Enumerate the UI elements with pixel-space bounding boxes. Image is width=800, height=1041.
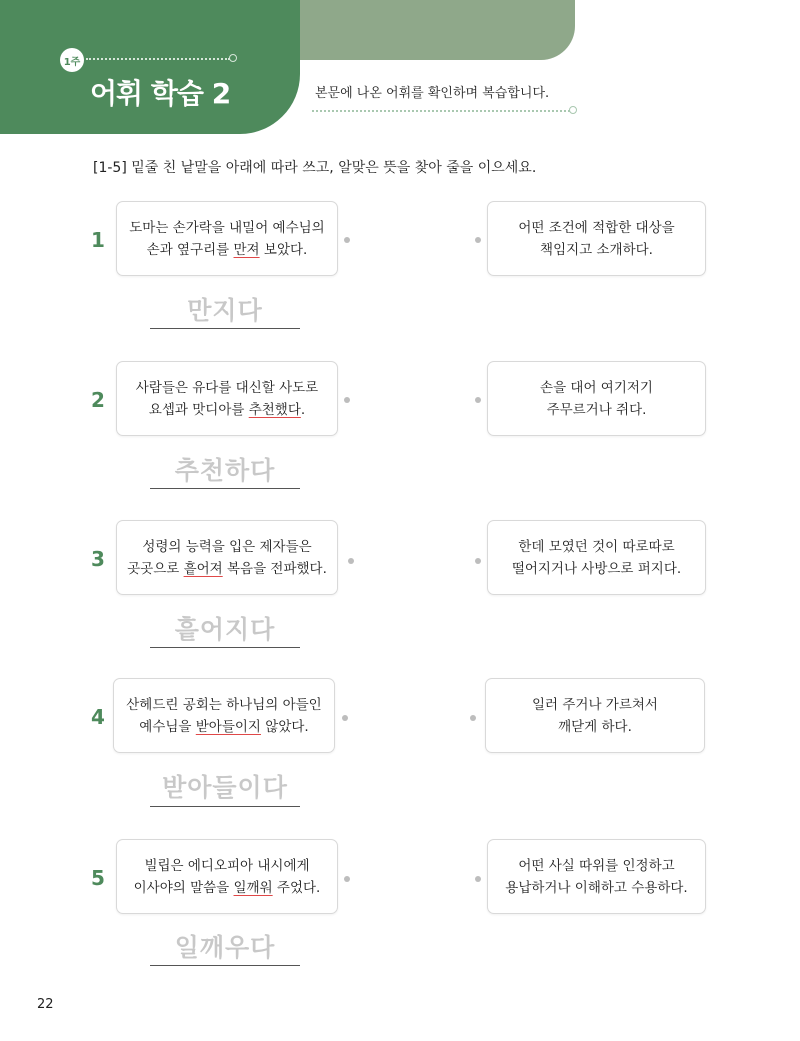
meaning-line: 용납하거나 이해하고 수용하다. — [505, 879, 688, 896]
sentence-text: 요셉과 맛디아를 — [148, 401, 249, 418]
meaning-line: 깨닫게 하다. — [558, 718, 632, 735]
left-connect-dot[interactable] — [344, 876, 350, 882]
sentence-card — [113, 678, 335, 753]
meaning-card — [487, 839, 706, 914]
answer-writing-line[interactable] — [150, 488, 300, 489]
right-connect-dot[interactable] — [475, 237, 481, 243]
left-connect-dot[interactable] — [348, 558, 354, 564]
meaning-card — [487, 201, 706, 276]
trace-answer: 일깨우다 — [174, 933, 276, 962]
meaning-line: 주무르거나 쥐다. — [546, 401, 647, 418]
header-background-dark — [0, 0, 300, 134]
left-connect-dot[interactable] — [344, 237, 350, 243]
header-dot-end-icon — [229, 54, 237, 62]
left-connect-dot[interactable] — [342, 715, 348, 721]
trace-answer: 추천하다 — [174, 456, 276, 485]
meaning-line: 떨어지거나 사방으로 퍼지다. — [511, 560, 682, 577]
subtitle-dot-end-icon — [569, 106, 577, 114]
sentence-card — [116, 201, 338, 276]
right-connect-dot[interactable] — [475, 876, 481, 882]
meaning-line: 책임지고 소개하다. — [540, 241, 653, 258]
sentence-line — [127, 558, 327, 580]
underlined-word: 받아들이지 — [195, 718, 261, 735]
sentence-card — [116, 520, 338, 595]
item-number: 4 — [91, 705, 105, 729]
sentence-line — [149, 399, 305, 421]
answer-writing-line[interactable] — [150, 647, 300, 648]
meaning-card — [485, 678, 705, 753]
trace-answer: 만지다 — [187, 296, 263, 325]
trace-answer: 흩어지다 — [174, 615, 276, 644]
page-title: 어휘 학습 2 — [90, 77, 231, 110]
sentence-line: 도마는 손가락을 내밀어 예수님의 — [129, 219, 325, 236]
right-connect-dot[interactable] — [470, 715, 476, 721]
meaning-line: 어떤 사실 따위를 인정하고 — [518, 857, 675, 874]
item-number: 2 — [91, 388, 105, 412]
meaning-card — [487, 520, 706, 595]
sentence-text: 보았다. — [259, 241, 308, 258]
item-number: 1 — [91, 228, 105, 252]
sentence-line — [139, 716, 308, 738]
meaning-card — [487, 361, 706, 436]
sentence-text: 않았다. — [260, 718, 309, 735]
sentence-text: 이사야의 말씀을 — [133, 879, 234, 896]
sentence-text: 곳곳으로 — [127, 560, 184, 577]
right-connect-dot[interactable] — [475, 558, 481, 564]
meaning-line: 일러 주거나 가르쳐서 — [532, 696, 658, 713]
item-number: 5 — [91, 866, 105, 890]
week-badge: 1주 — [60, 48, 84, 72]
sentence-line — [147, 239, 308, 261]
left-connect-dot[interactable] — [344, 397, 350, 403]
sentence-card — [116, 839, 338, 914]
underlined-word: 추천했다 — [248, 401, 301, 418]
sentence-line — [134, 877, 321, 899]
item-number: 3 — [91, 547, 105, 571]
underlined-word: 일깨워 — [233, 879, 273, 896]
sentence-line: 빌립은 에디오피아 내시에게 — [144, 857, 310, 874]
underlined-word: 흩어져 — [183, 560, 223, 577]
answer-writing-line[interactable] — [150, 806, 300, 807]
header-dotted-line — [86, 58, 230, 60]
answer-writing-line[interactable] — [150, 328, 300, 329]
underlined-word: 만져 — [233, 241, 260, 258]
meaning-line: 손을 대어 여기저기 — [540, 379, 653, 396]
meaning-line: 한데 모였던 것이 따로따로 — [518, 538, 675, 555]
page-subtitle: 본문에 나온 어휘를 확인하며 복습합니다. — [315, 86, 550, 101]
sentence-text: 손과 옆구리를 — [146, 241, 234, 258]
sentence-text: 주었다. — [272, 879, 321, 896]
answer-writing-line[interactable] — [150, 965, 300, 966]
sentence-text: . — [300, 401, 306, 418]
sentence-card — [116, 361, 338, 436]
subtitle-dotted-line — [312, 110, 570, 112]
page-number: 22 — [37, 997, 54, 1012]
meaning-line: 어떤 조건에 적합한 대상을 — [518, 219, 675, 236]
trace-answer: 받아들이다 — [162, 773, 288, 802]
sentence-text: 복음을 전파했다. — [222, 560, 327, 577]
right-connect-dot[interactable] — [475, 397, 481, 403]
sentence-text: 예수님을 — [139, 718, 196, 735]
exercise-instruction: [1-5] 밑줄 친 낱말을 아래에 따라 쓰고, 알맞은 뜻을 찾아 줄을 이으세요. — [93, 160, 537, 176]
sentence-line: 사람들은 유다를 대신할 사도로 — [135, 379, 319, 396]
sentence-line: 성령의 능력을 입은 제자들은 — [142, 538, 312, 555]
sentence-line: 산헤드린 공회는 하나님의 아들인 — [126, 696, 322, 713]
